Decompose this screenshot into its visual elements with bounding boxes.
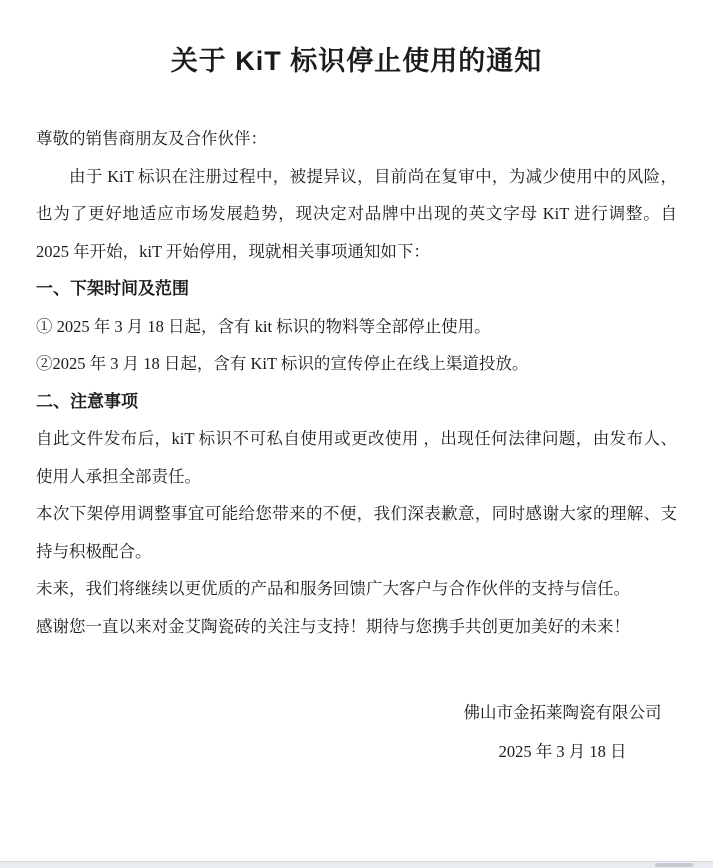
section2-heading: 二、注意事项 <box>36 391 138 411</box>
horizontal-scrollbar-thumb[interactable] <box>655 863 693 867</box>
document-date: 2025 年 3 月 18 日 <box>498 742 627 761</box>
document-body <box>36 120 677 645</box>
section1-item-1: ① 2025 年 3 月 18 日起，含有 kit 标识的物料等全部停止使用。 <box>36 316 491 336</box>
section2-paragraph-3: 未来，我们将继续以更优质的产品和服务回馈广大客户与合作伙伴的支持与信任。 <box>36 579 630 598</box>
document-title: 关于 KiT 标识停止使用的通知 <box>170 46 543 76</box>
section2-paragraph-2: 本次下架停用调整事宜可能给您带来的不便，我们深表歉意，同时感谢大家的理解、支持与积极配合。 <box>36 504 677 561</box>
horizontal-scrollbar[interactable] <box>0 861 713 868</box>
signature-block <box>376 693 713 771</box>
section2-paragraph-4: 感谢您一直以来对金艾陶瓷砖的关注与支持！期待与您携手共创更加美好的未来！ <box>36 616 630 636</box>
salutation-line: 尊敬的销售商朋友及合作伙伴： <box>36 129 267 148</box>
notice-document <box>0 44 713 771</box>
section1-item-2: ②2025 年 3 月 18 日起，含有 KiT 标识的宣传停止在线上渠道投放。 <box>36 354 529 373</box>
intro-paragraph: 由于 KiT 标识在注册过程中，被提异议，目前尚在复审中，为减少使用中的风险，也为了更好地适应市场发展趋势，现决定对品牌中出现的英文字母 KiT 进行调整。自 2025 年开始，kiT 开始停用，现就相关事项通知如下： <box>36 166 677 261</box>
company-name: 佛山市金拓莱陶瓷有限公司 <box>463 703 662 722</box>
section1-heading: 一、下架时间及范围 <box>36 279 189 298</box>
section2-paragraph-1: 自此文件发布后，kiT 标识不可私自使用或更改使用 ，出现任何法律问题，由发布人、使用人承担全部责任。 <box>36 429 677 486</box>
